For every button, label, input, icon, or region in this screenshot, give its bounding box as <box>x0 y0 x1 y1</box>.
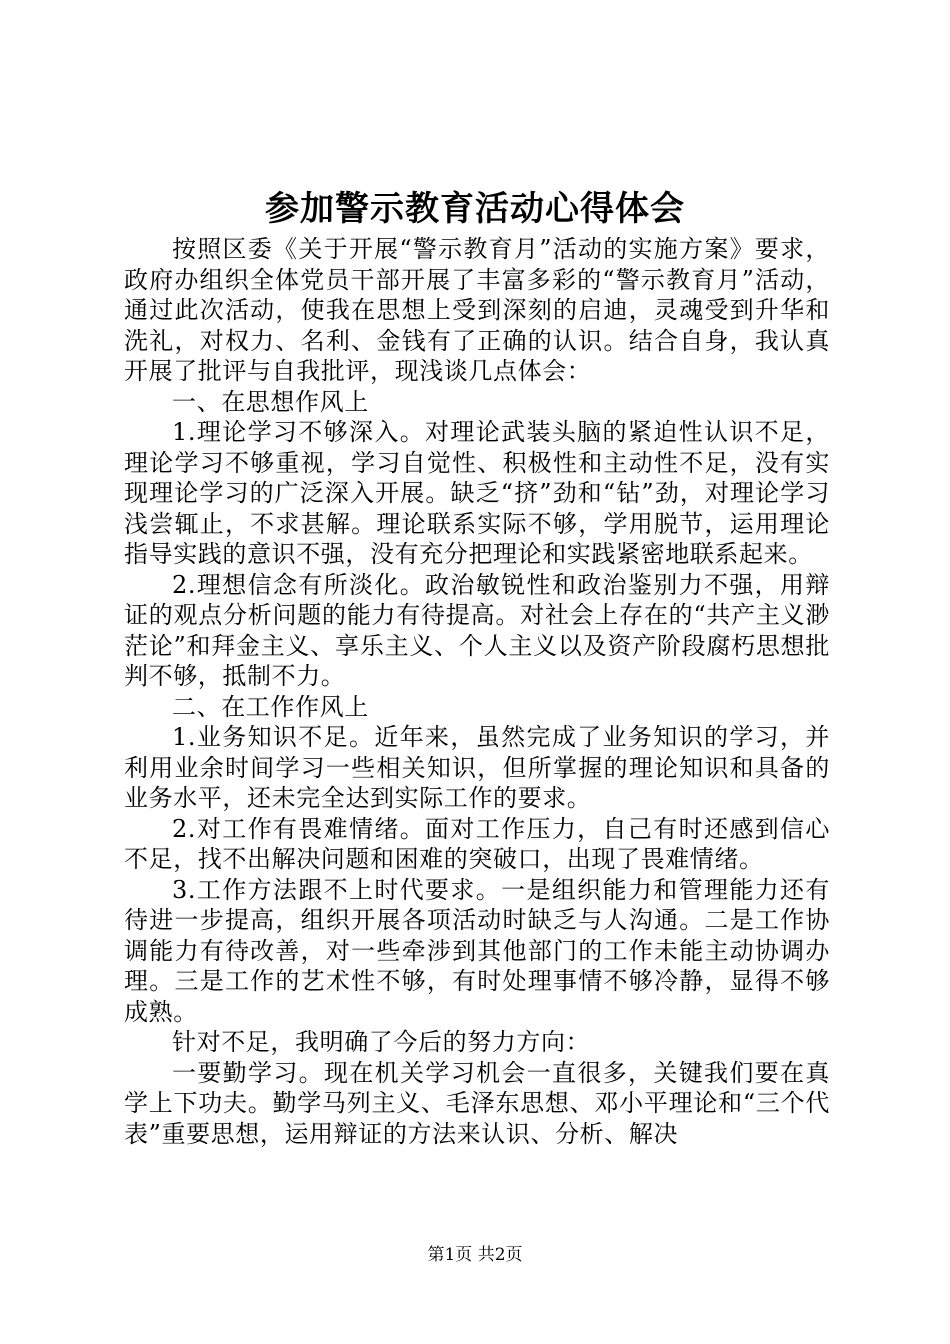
document-body <box>124 234 830 1149</box>
paragraph-work-methods: 3.工作方法跟不上时代要求。一是组织能力和管理能力还有待进一步提高，组织开展各项活动时缺乏与人沟通。二是工作协调能力有待改善，对一些牵涉到其他部门的工作未能主动协调办理。三是工作的艺术性不够，有时处理事情不够冷静，显得不够成熟。 <box>124 875 830 1026</box>
intro-paragraph: 按照区委《关于开展“警示教育月”活动的实施方案》要求，政府办组织全体党员干部开展了丰富多彩的“警示教育月”活动，通过此次活动，使我在思想上受到深刻的启迪，灵魂受到升华和洗礼，对权力、名利、金钱有了正确的认识。结合自身，我认真开展了批评与自我批评，现浅谈几点体会： <box>124 235 830 385</box>
section-heading-ideology: 一、在思想作风上 <box>172 387 369 416</box>
paragraph-ideals-belief: 2.理想信念有所淡化。政治敏锐性和政治鉴别力不强，用辩证的观点分析问题的能力有待提高。对社会上存在的“共产主义渺茫论”和拜金主义、享乐主义、个人主义以及资产阶段腐朽思想批判不够，抵制不力。 <box>124 570 830 690</box>
paragraph-direction-intro: 针对不足，我明确了今后的努力方向： <box>172 1028 591 1056</box>
paragraph-study-diligently: 一要勤学习。现在机关学习机会一直很多，关键我们要在真学上下功夫。勤学马列主义、毛泽东思想、邓小平理论和“三个代表”重要思想，运用辩证的方法来认识、分析、解决 <box>124 1058 830 1148</box>
page-footer: 第1页 共2页 <box>427 1245 523 1265</box>
section-heading-work-style: 二、在工作作风上 <box>172 692 369 721</box>
paragraph-theory-study: 1.理论学习不够深入。对理论武装头脑的紧迫性认识不足，理论学习不够重视，学习自觉性、积极性和主动性不足，没有实现理论学习的广泛深入开展。缺乏“挤”劲和“钻”劲，对理论学习浅尝辄止，不求甚解。理论联系实际不够，学用脱节，运用理论指导实践的意识不强，没有充分把理论和实践紧密地联系起来。 <box>124 418 830 568</box>
paragraph-business-knowledge: 1.业务知识不足。近年来，虽然完成了业务知识的学习，并利用业余时间学习一些相关知识，但所掌握的理论知识和具备的业务水平，还未完全达到实际工作的要求。 <box>124 723 830 812</box>
paragraph-fear-of-difficulty: 2.对工作有畏难情绪。面对工作压力，自己有时还感到信心不足，找不出解决问题和困难的突破口，出现了畏难情绪。 <box>124 814 830 873</box>
document-title: 参加警示教育活动心得体会 <box>265 189 685 229</box>
